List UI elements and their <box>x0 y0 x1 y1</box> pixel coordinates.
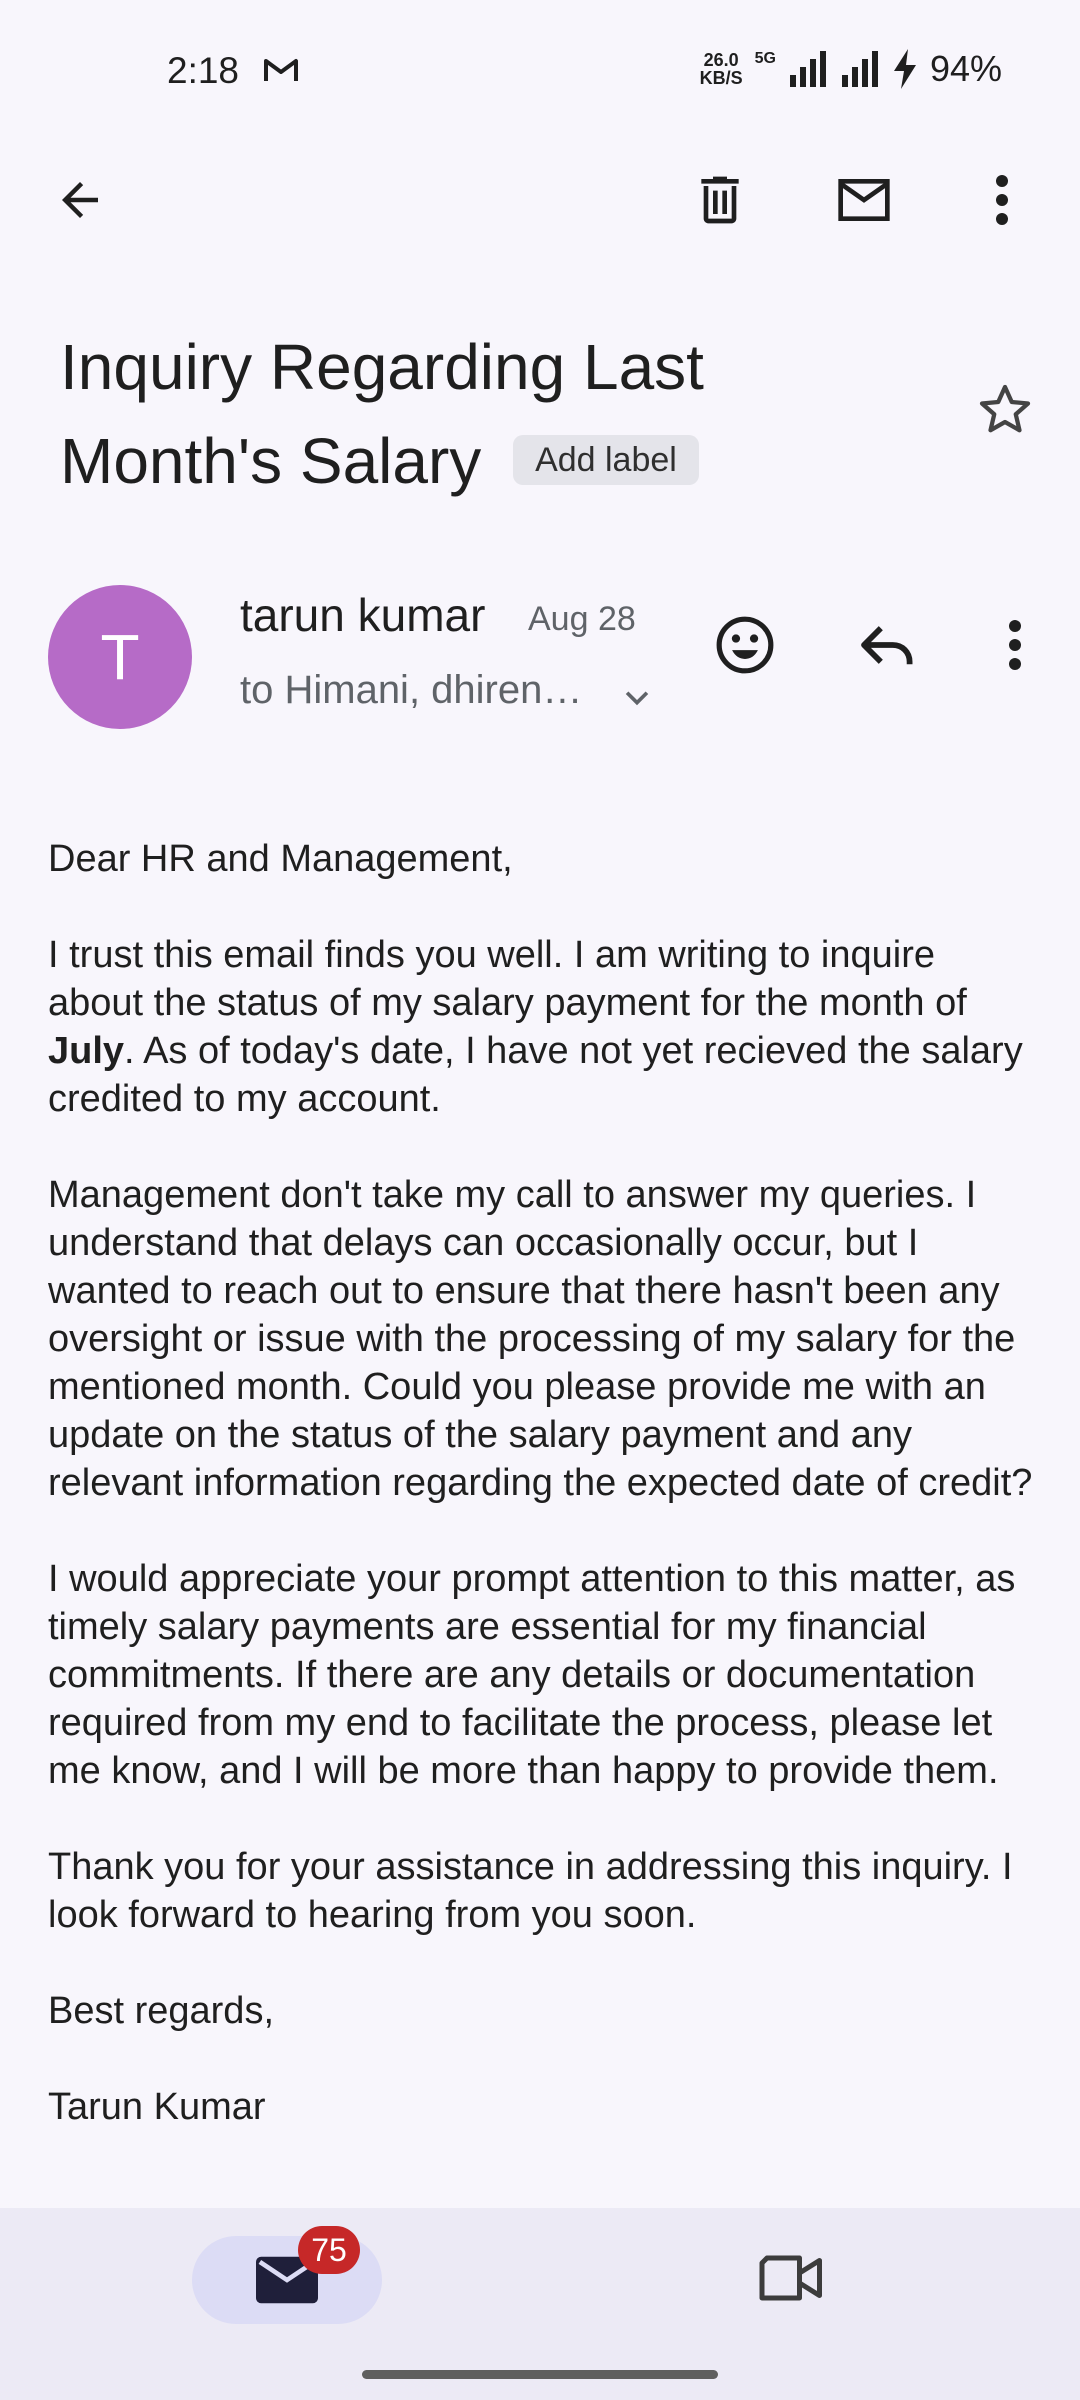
reply-button[interactable] <box>848 605 928 685</box>
back-button[interactable] <box>40 160 120 240</box>
recipients-summary[interactable]: to Himani, dhiren… <box>240 668 583 712</box>
chevron-down-icon[interactable] <box>620 680 654 714</box>
status-indicators <box>700 48 1002 90</box>
greeting: Dear HR and Management, <box>48 838 513 880</box>
add-label-button[interactable]: Add label <box>513 435 699 485</box>
delete-icon <box>692 170 748 230</box>
email-subject <box>60 320 940 508</box>
signature: Tarun Kumar <box>48 2086 266 2128</box>
signal-icon <box>788 51 828 87</box>
home-indicator[interactable] <box>362 2370 718 2379</box>
message-more-button[interactable] <box>975 605 1055 685</box>
battery-level: 94% <box>929 48 1002 89</box>
body-paragraph-3: I would appreciate your prompt attention to this matter, as timely salary payments are essential for my financial commitments. If there are any details or documentation required from my end to facilitate the process, please let me know, and I will be more than happy to provide them. <box>48 1558 1016 1792</box>
charging-icon <box>892 49 918 89</box>
avatar[interactable]: T <box>48 585 192 729</box>
net-speed: 26.0 KB/S <box>699 50 743 88</box>
body-paragraph-4: Thank you for your assistance in addressing this inquiry. I look forward to hearing from you soon. <box>48 1846 1013 1936</box>
gmail-icon <box>263 56 299 84</box>
nav-meet-tab[interactable] <box>752 2238 832 2318</box>
email-date: Aug 28 <box>528 600 636 638</box>
add-reaction-button[interactable] <box>705 605 785 685</box>
more-vert-icon <box>995 174 1009 226</box>
delete-button[interactable] <box>680 160 760 240</box>
body-paragraph-2: Management don't take my call to answer my queries. I understand that delays can occasionally occur, but I wanted to reach out to ensure that there hasn't been any oversight or issue with the processing of my salary for the mentioned month. Could you please provide me with an update on the status of the salary payment and any relevant information regarding the expected date of credit? <box>48 1174 1033 1504</box>
unread-count-badge: 75 <box>298 2226 360 2274</box>
more-vert-icon <box>1008 619 1022 671</box>
status-time: 2:18 <box>167 50 240 91</box>
email-body <box>48 835 1038 2179</box>
subject-text: Inquiry Regarding Last Month's Salary <box>60 331 704 497</box>
reply-icon <box>858 621 918 669</box>
top-app-bar <box>0 140 1080 270</box>
sender-name[interactable]: tarun kumar <box>240 589 486 641</box>
more-options-button[interactable] <box>962 160 1042 240</box>
closing: Best regards, <box>48 1990 274 2032</box>
back-arrow-icon <box>53 173 107 227</box>
emoji-icon <box>714 614 776 676</box>
star-icon[interactable] <box>975 380 1035 440</box>
status-bar <box>0 0 1080 140</box>
mark-unread-icon <box>832 172 896 228</box>
signal-icon <box>840 51 880 87</box>
network-type: 5G <box>754 50 776 67</box>
mark-unread-button[interactable] <box>824 160 904 240</box>
video-camera-icon <box>759 2253 825 2303</box>
body-paragraph-1: I trust this email finds you well. I am writing to inquire about the status of my salary payment for the month of July. As of today's date, I have not yet recieved the salary credited to my account. <box>48 934 1023 1120</box>
month-highlight: July <box>48 1030 125 1072</box>
